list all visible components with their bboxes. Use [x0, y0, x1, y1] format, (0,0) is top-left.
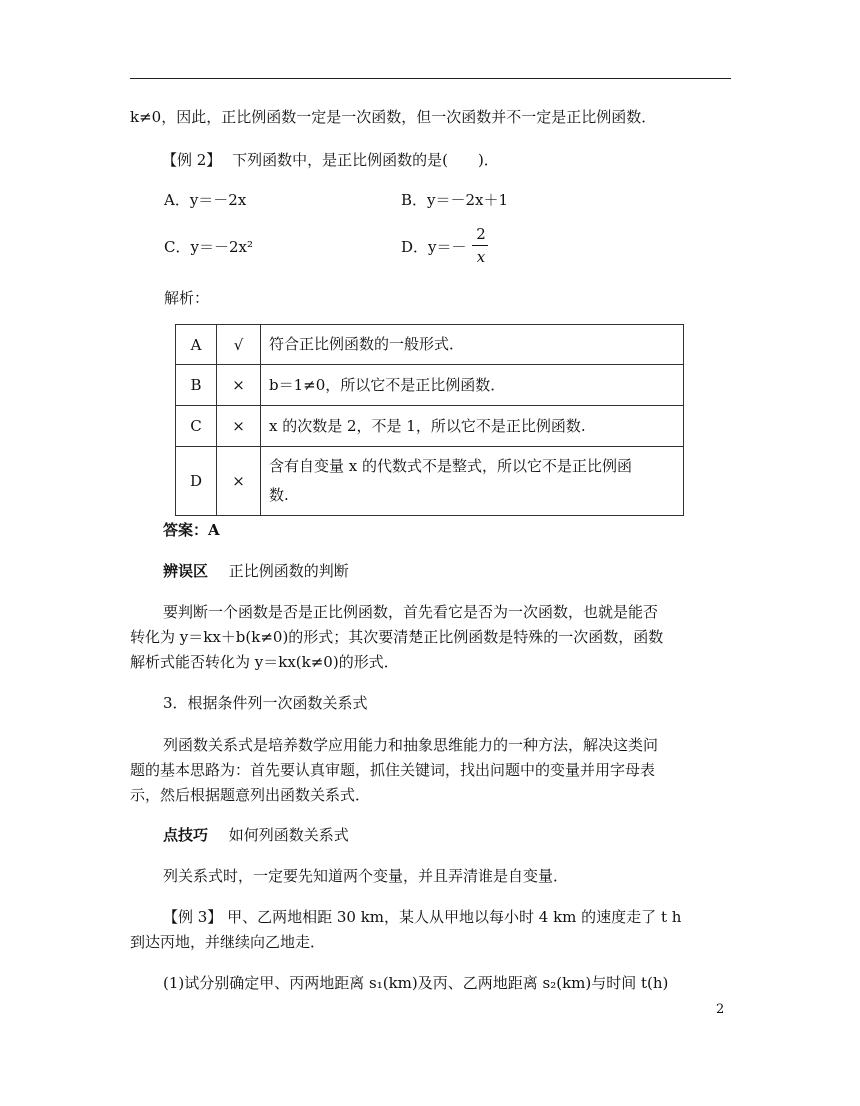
option-d-numerator: 2 [476, 225, 486, 243]
example3-line: 【例 3】 甲、乙两地相距 30 km，某人从甲地以每小时 4 km 的速度走了 t h [163, 908, 682, 926]
section3-heading: 3．根据条件列一次函数关系式 [163, 694, 368, 712]
table-cell-mark: × [217, 406, 261, 447]
intro-line: k≠0，因此，正比例函数一定是一次函数，但一次函数并不一定是正比例函数． [130, 108, 657, 126]
table-row [176, 365, 684, 406]
table-cell-reason: x 的次数是 2，不是 1，所以它不是正比例函数. [261, 406, 684, 447]
example2-text: 下列函数中，是正比例函数的是( )． [232, 151, 499, 169]
example2-question [162, 149, 499, 170]
table-cell-reason: b＝1≠0，所以它不是正比例函数． [261, 365, 684, 406]
table-row [176, 447, 684, 516]
mistake-zone-body-line: 要判断一个函数是否是正比例函数，首先看它是否为一次函数，也就是能否 [163, 603, 659, 621]
tip-body: 列关系式时，一定要先知道两个变量，并且弄清谁是自变量． [163, 867, 569, 885]
option-d-denominator: x [476, 248, 486, 266]
table-cell-mark: √ [217, 325, 261, 365]
table-cell-reason: 符合正比例函数的一般形式． [261, 325, 684, 365]
analysis-label: 解析： [164, 289, 210, 307]
table-cell-reason [261, 447, 684, 516]
option-d-fraction-bar [472, 245, 488, 246]
section3-body-line: 示，然后根据题意列出函数关系式． [130, 786, 371, 804]
table-cell-mark: × [217, 447, 261, 516]
mistake-zone-label: 辨误区 [163, 562, 209, 580]
table-cell-reason-line: 数. [269, 486, 289, 504]
section3-body-line: 列函数关系式是培养数学应用能力和抽象思维能力的一种方法，解决这类问 [163, 736, 659, 754]
option-d: D．y＝－ [401, 238, 467, 256]
mistake-zone-body-line: 解析式能否转化为 y＝kx(k≠0)的形式． [130, 653, 399, 671]
example3-line: 到达丙地，并继续向乙地走． [130, 933, 326, 951]
mistake-zone-title: 正比例函数的判断 [228, 562, 349, 580]
section3-body-line: 题的基本思路为：首先要认真审题，抓住关键词，找出问题中的变量并用字母表 [130, 761, 656, 779]
table-cell-option: C [176, 406, 217, 447]
table-cell-option: A [176, 325, 217, 365]
tip-title: 如何列函数关系式 [228, 826, 349, 844]
table-cell-option: D [176, 447, 217, 516]
option-a: A．y＝－2x [164, 191, 247, 209]
table-row [176, 406, 684, 447]
example3-line: (1)试分别确定甲、丙两地距离 s₁(km)及丙、乙两地距离 s₂(km)与时间 t(h) [163, 974, 669, 992]
option-b: B．y＝－2x＋1 [401, 191, 509, 209]
analysis-table [175, 324, 684, 516]
table-cell-reason-line: 含有自变量 x 的代数式不是整式，所以它不是正比例函 [269, 457, 632, 475]
table-row [176, 325, 684, 365]
mistake-zone-body-line: 转化为 y＝kx＋b(k≠0)的形式；其次要清楚正比例函数是特殊的一次函数，函数 [130, 628, 664, 646]
header-rule [130, 78, 731, 79]
option-c: C．y＝－2x² [164, 238, 253, 256]
example2-label: 【例 2】 [162, 151, 222, 169]
answer-line: 答案：A [163, 521, 220, 539]
mistake-zone-heading [163, 560, 349, 581]
table-cell-option: B [176, 365, 217, 406]
page-number: 2 [716, 1002, 725, 1017]
table-cell-mark: × [217, 365, 261, 406]
tip-label: 点技巧 [163, 826, 209, 844]
tip-heading [163, 824, 349, 845]
